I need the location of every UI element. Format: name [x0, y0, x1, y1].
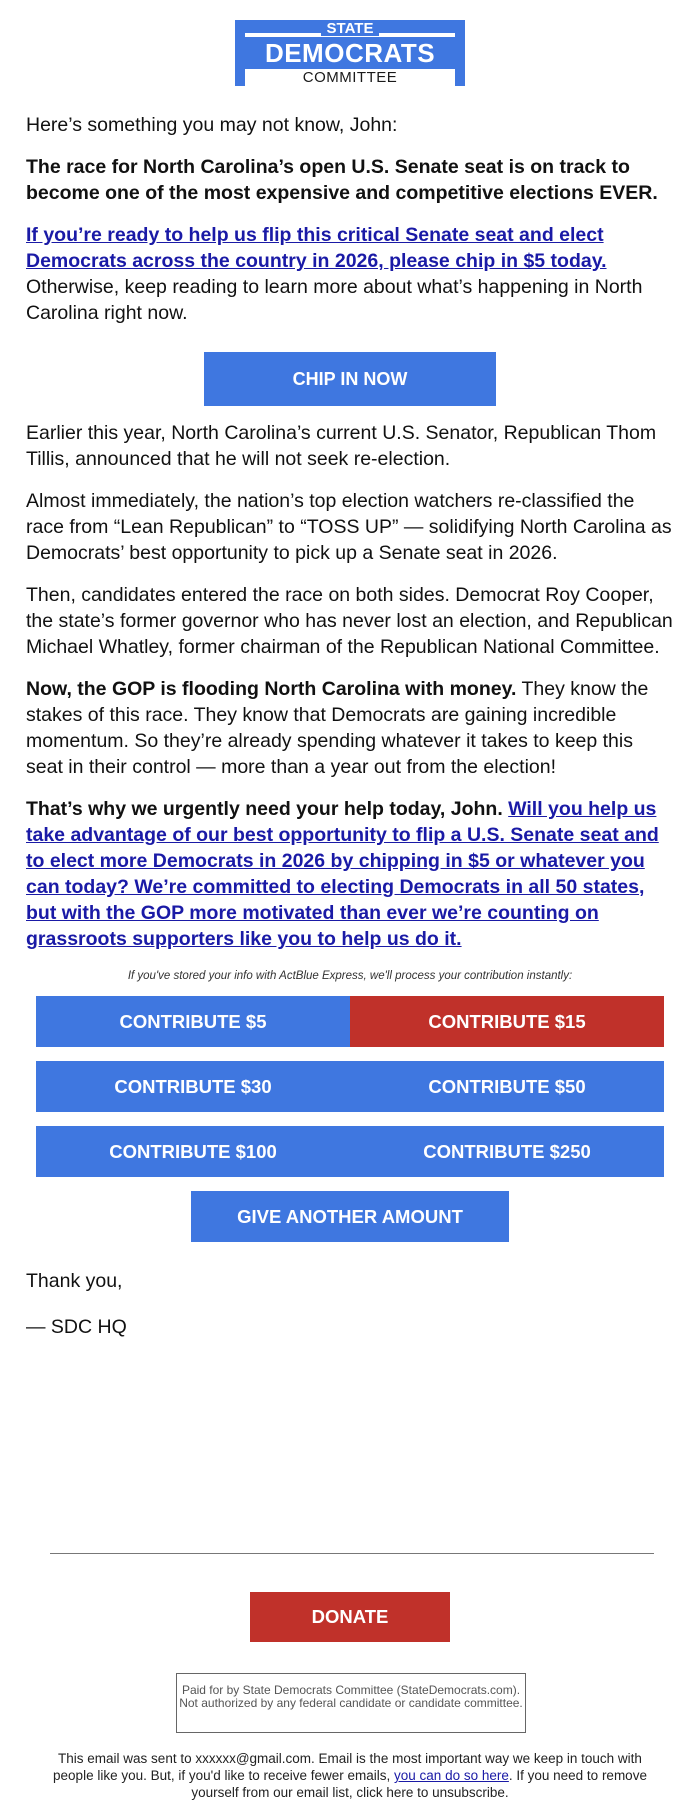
greeting: Here’s something you may not know, John:: [26, 114, 398, 136]
contribute-row: [36, 996, 664, 1047]
footer-text: [40, 1750, 660, 1801]
donate-button[interactable]: DONATE: [250, 1592, 450, 1642]
paragraph-candidates: Then, candidates entered the race on both sides. Democrat Roy Cooper, the state’s former governor who has never lost an election, and Republican Michael Whatley, former chairman of the Republican National Committee.: [26, 584, 673, 658]
paragraph-urgent-ask: [26, 796, 674, 952]
contribute-15-button[interactable]: CONTRIBUTE $15: [350, 996, 664, 1047]
message-content: [0, 112, 700, 952]
signoff: Thank you,: [26, 1270, 123, 1292]
fewer-emails-link[interactable]: you can do so here: [394, 1768, 509, 1783]
contribute-grid: [0, 996, 700, 1177]
paragraph-toss-up: Almost immediately, the nation’s top election watchers re-classified the race from “Lean Republican” to “TOSS UP” — solidifying North Carolina as Democrats’ best opportunity to pick up a Senate seat in 2026.: [26, 490, 672, 564]
urgent-ask-bold: That’s why we urgently need your help today, John.: [26, 798, 503, 820]
state-democrats-logo[interactable]: [235, 20, 465, 86]
contribute-row: [36, 1126, 664, 1177]
urgent-ask-link[interactable]: Will you help us take advantage of our best opportunity to flip a U.S. Senate seat and to elect more Democrats in 2026 by chipping in $5 or whatever you can today? We’re committed to electing Democrats in all 50 states, but with the GOP more motivated than ever we’re counting on grassroots supporters like you to help us do it.: [26, 798, 659, 950]
footer-text-part1: This email was sent to xxxxxx@gmail.com. Email is the most important way we keep in touch with people like you. But, if you'd like to receive fewer emails,: [53, 1751, 642, 1783]
other-amount-row: [0, 1191, 700, 1242]
lead-paragraph: The race for North Carolina’s open U.S. Senate seat is on track to become one of the most expensive and competitive elections EVER.: [26, 156, 658, 204]
chip-in-row: [26, 352, 674, 406]
logo-middle-text: DEMOCRATS: [245, 37, 455, 69]
donate-row: [0, 1592, 700, 1642]
contribute-100-button[interactable]: CONTRIBUTE $100: [36, 1126, 350, 1177]
paragraph-chip-in: [26, 222, 674, 326]
contribute-5-button[interactable]: CONTRIBUTE $5: [36, 996, 350, 1047]
logo-bottom-text: COMMITTEE: [302, 69, 398, 86]
actblue-note: If you've stored your info with ActBlue Express, we'll process your contribution instantly:: [127, 970, 573, 982]
chip-in-link[interactable]: If you’re ready to help us flip this critical Senate seat and elect Democrats across the country in 2026, please chip in $5 today.: [26, 224, 607, 272]
paid-for-disclaimer: Paid for by State Democrats Committee (StateDemocrats.com). Not authorized by any federal candidate or candidate committee.: [176, 1673, 526, 1733]
signature: — SDC HQ: [26, 1316, 127, 1338]
signoff-block: [0, 1268, 700, 1340]
footer-text-part2: . If you need to remove yourself from our email list, click here to unsubscribe.: [191, 1768, 647, 1800]
contribute-250-button[interactable]: CONTRIBUTE $250: [350, 1126, 664, 1177]
logo-top-text: STATE: [321, 22, 380, 36]
contribute-row: [36, 1061, 664, 1112]
paragraph-tillis: Earlier this year, North Carolina’s current U.S. Senator, Republican Thom Tillis, announced that he will not seek re-election.: [26, 422, 657, 470]
footer-divider: [50, 1553, 654, 1554]
contribute-50-button[interactable]: CONTRIBUTE $50: [350, 1061, 664, 1112]
contribute-30-button[interactable]: CONTRIBUTE $30: [36, 1061, 350, 1112]
gop-money-rest: They know the stakes of this race. They know that Democrats are gaining incredible momentum. So they’re already spending whatever it takes to keep this seat in their control — more than a year out from the election!: [26, 678, 649, 778]
give-another-amount-button[interactable]: GIVE ANOTHER AMOUNT: [191, 1191, 509, 1242]
logo-top: [235, 20, 465, 37]
chip-in-now-button[interactable]: CHIP IN NOW: [204, 352, 496, 406]
paragraph-chip-in-rest: Otherwise, keep reading to learn more about what’s happening in North Carolina right now.: [26, 276, 643, 324]
gop-money-bold: Now, the GOP is flooding North Carolina with money.: [26, 678, 517, 700]
logo-row: [0, 0, 700, 86]
paragraph-gop-money: [26, 676, 674, 780]
